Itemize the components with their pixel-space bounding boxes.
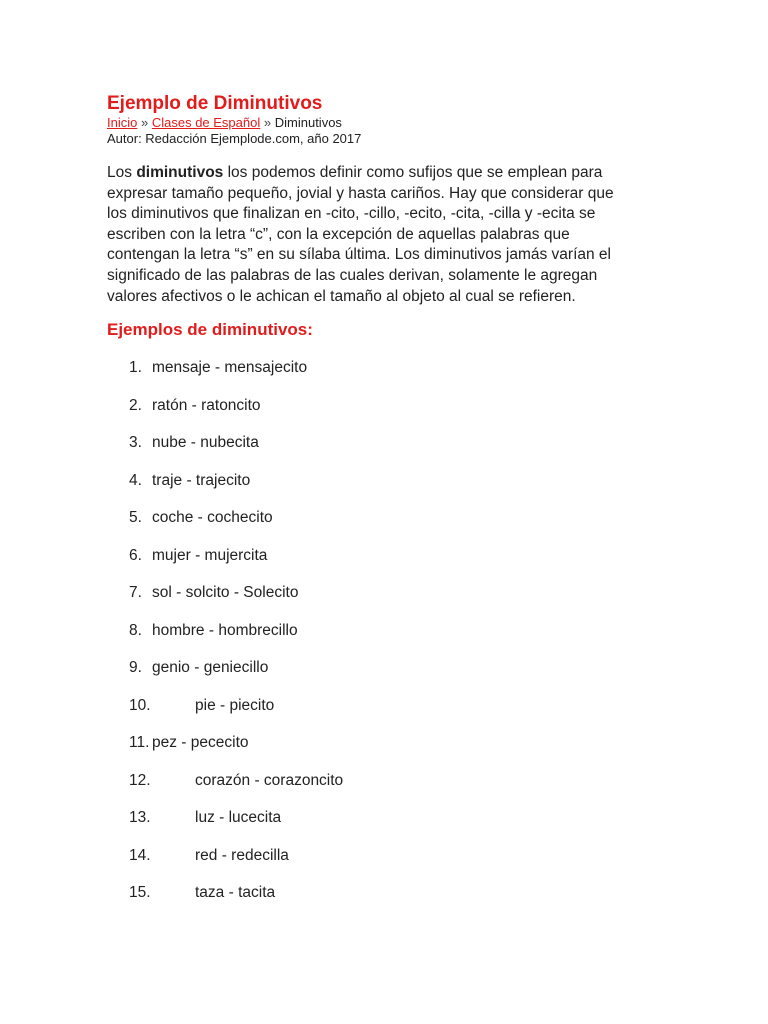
list-item-number: 14.	[129, 846, 151, 864]
list-item-number: 9.	[129, 659, 142, 676]
section-heading: Ejemplos de diminutivos:	[107, 320, 313, 339]
list-item-number: 4.	[129, 471, 142, 489]
intro-paragraph	[107, 163, 622, 307]
breadcrumb-current: Diminutivos	[274, 115, 342, 130]
list-item-text: sol - solcito - Solecito	[152, 584, 299, 601]
list-item-text: red - redecilla	[195, 846, 289, 864]
list-item-text: ratón - ratoncito	[152, 396, 261, 414]
list-item-number: 12.	[129, 771, 151, 789]
breadcrumb-link-home[interactable]: Inicio	[107, 115, 138, 130]
list-item-text: genio - geniecillo	[152, 659, 269, 676]
breadcrumb-separator: »	[140, 115, 149, 130]
list-item-number: 8.	[129, 621, 142, 639]
intro-keyword: diminutivos	[136, 164, 224, 181]
list-item-text: mensaje - mensajecito	[152, 359, 308, 376]
list-item-number: 3.	[129, 434, 142, 451]
list-item-text: nube - nubecita	[152, 434, 259, 451]
breadcrumb	[107, 115, 342, 130]
list-item-text: hombre - hombrecillo	[152, 621, 298, 639]
list-item-number: 11.	[129, 734, 150, 751]
list-item-number: 7.	[129, 584, 142, 601]
list-item-text: coche - cochecito	[152, 509, 273, 526]
page-title: Ejemplo de Diminutivos	[107, 93, 323, 114]
list-item-text: traje - trajecito	[152, 471, 251, 489]
list-item-number: 6.	[129, 546, 142, 564]
list-item-text: taza - tacita	[195, 884, 276, 901]
list-item-text: pez - pececito	[152, 734, 249, 751]
author-line: Autor: Redacción Ejemplode.com, año 2017	[107, 131, 362, 146]
breadcrumb-separator: »	[263, 115, 272, 130]
list-item-number: 2.	[129, 396, 142, 414]
list-item-text: pie - piecito	[195, 696, 275, 714]
list-item-number: 15.	[129, 884, 151, 901]
list-item-number: 1.	[129, 359, 142, 376]
list-item-number: 10.	[129, 696, 151, 714]
intro-text-after: los podemos definir como sufijos que se emplean para expresar tamaño pequeño, jovial y hasta cariños. Hay que considerar que los diminutivos que finalizan en -cito, -cillo, -ecito, -cita, -cilla y -ecita se escriben con la letra “c”, con la excepción de aquellas palabras que contengan la letra “s” en su sílaba última. Los diminutivos jamás varían el significado de las palabras de las cuales derivan, solamente le agregan valores afectivos o le achican el tamaño al objeto al cual se refieren.	[107, 164, 614, 305]
intro-text-before: Los	[107, 164, 137, 181]
breadcrumb-link-category[interactable]: Clases de Español	[151, 115, 261, 130]
list-item-text: mujer - mujercita	[152, 546, 268, 564]
list-item-text: luz - lucecita	[195, 809, 282, 826]
list-item-number: 13.	[129, 809, 151, 826]
list-item-text: corazón - corazoncito	[195, 771, 344, 789]
list-item-number: 5.	[129, 509, 142, 526]
